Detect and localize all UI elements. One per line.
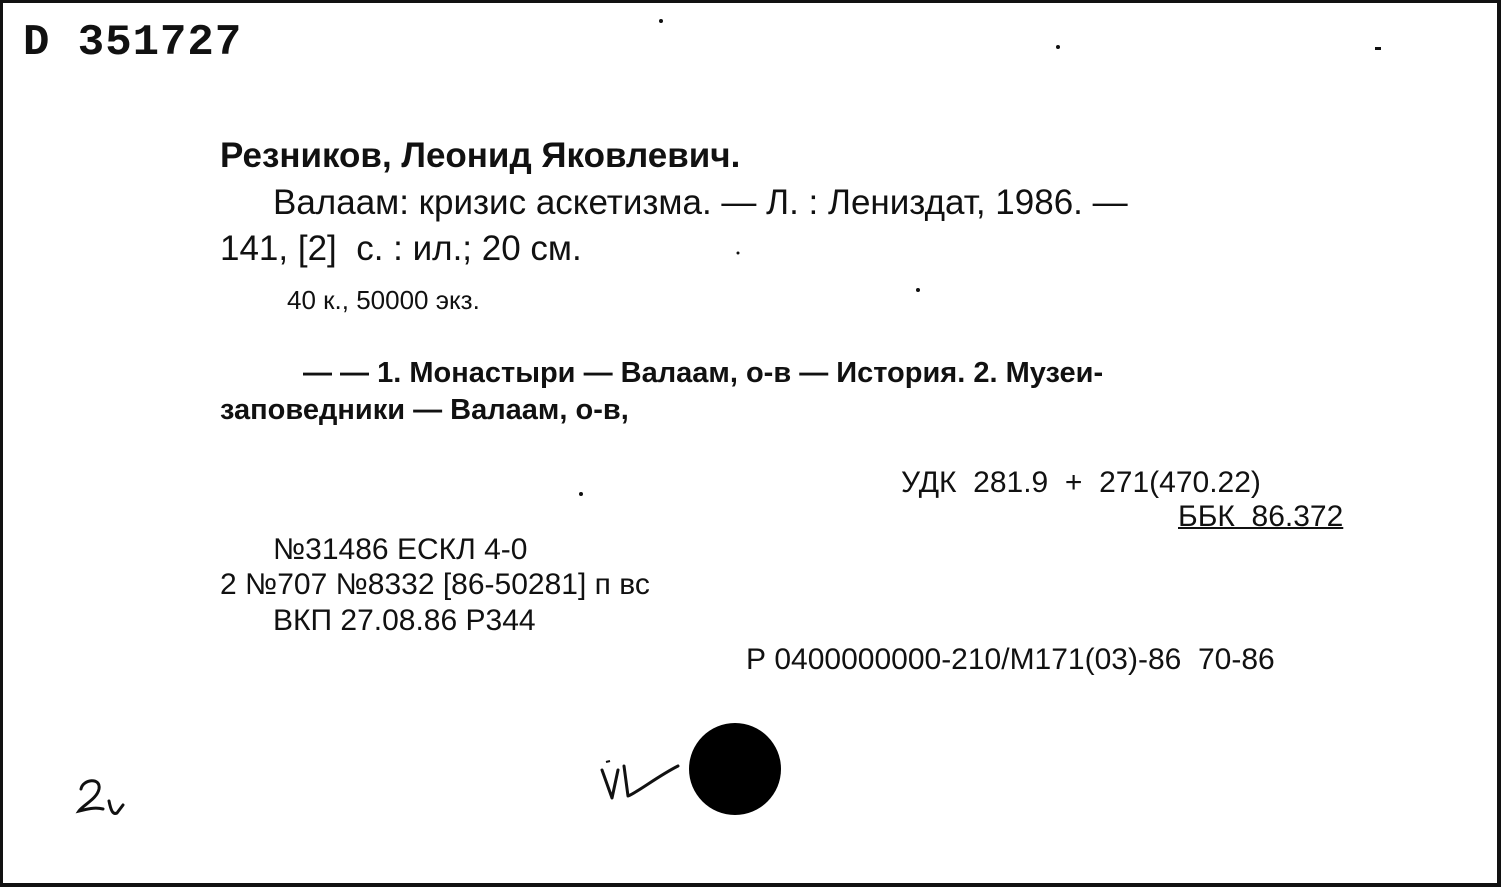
author-heading: Резников, Леонид Яковлевич. — [220, 136, 741, 175]
speck-marks — [3, 3, 1501, 890]
record-line-2: 2 №707 №8332 [86-50281] п вс — [220, 568, 650, 601]
subjects-line-2: заповедники — Валаам, о-в, — [220, 394, 629, 426]
record-line-3: ВКП 27.08.86 Р344 — [273, 604, 536, 637]
udk-classification: УДК 281.9 + 271(470.22) — [901, 466, 1261, 499]
price-circulation: 40 к., 50000 экз. — [287, 285, 480, 315]
stamp-number: D 351727 — [23, 18, 243, 68]
bbk-classification: ББК 86.372 — [1178, 500, 1344, 533]
physical-description: 141, [2] с. : ил.; 20 см. — [220, 229, 582, 268]
publisher-code: Р 0400000000-210/М171(03)-86 70-86 — [746, 643, 1275, 676]
subjects-line-1: — — 1. Монастыри — Валаам, о-в — История. 2. Музеи- — [303, 357, 1104, 389]
title-line: Валаам: кризис аскетизма. — Л. : Лениздат, 1986. — — [273, 183, 1128, 222]
record-line-1: №31486 ЕСКЛ 4-0 — [273, 533, 528, 566]
